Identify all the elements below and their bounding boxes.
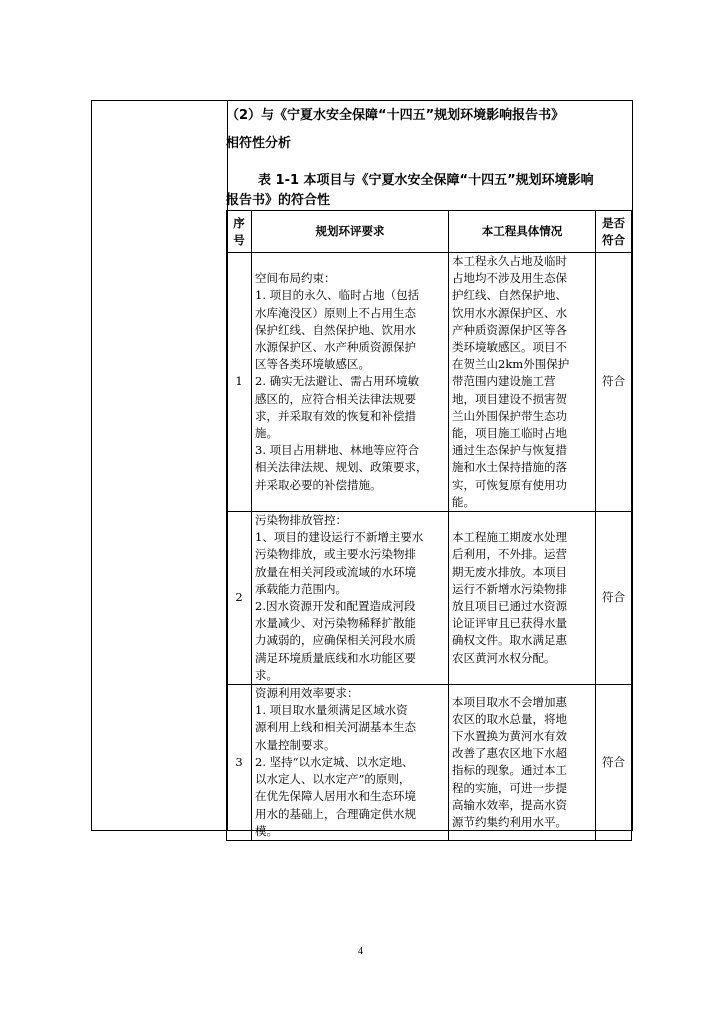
requirement-line: 求。 [255,667,278,682]
requirement-line: 资源利用效率要求： [255,686,359,701]
situation-line: 程的实施，可进一步提 [452,780,567,795]
requirement-line: 放量在相关河段或流域的水环境 [255,564,416,579]
requirement-line: 污染物排放管控： [255,513,347,528]
situation-line: 本项目取水不会增加惠 [452,694,567,709]
situation-line: 运行不新增水污染物排 [452,581,567,596]
header-requirement: 规划环评要求 [252,211,449,253]
header-num-line2: 号 [233,232,245,247]
requirement-line: 水量减少、对污染物稀释扩散能 [255,616,416,631]
requirement-line: 感区的，应符合相关法律法规要 [255,391,416,406]
header-compliance [596,211,632,253]
row-compliance: 符合 [596,253,632,512]
situation-line: 改善了惠农区地下水超 [452,746,567,761]
table-header-row [227,211,632,253]
requirement-line: 施。 [255,426,278,441]
situation-line: 能，项目施工临时占地 [452,426,567,441]
situation-line: 放且项目已通过水资源 [452,599,567,614]
situation-line: 带范围内建设施工营 [452,374,556,389]
row-situation [449,512,596,685]
section-title-line2: 相符性分析 [226,136,292,151]
situation-line: 占地均不涉及用生态保 [452,271,567,286]
requirement-line: 污染物排放，或主要水污染物排 [255,547,416,562]
situation-line: 护红线、自然保护地、 [452,288,567,303]
table-caption-line2: 报告书》的符合性 [226,193,331,208]
requirement-line: 2. 确实无法避让、需占用环境敏 [255,374,420,389]
requirement-line: 水源保护区、水产种质资源保护 [255,340,416,355]
situation-line: 地，项目建设不损害贺 [452,391,567,406]
requirement-line: 1. 项目的永久、临时占地（包括 [255,288,420,303]
situation-line: 产种质资源保护区等各 [452,322,567,337]
requirement-line: 满足环境质量底线和水功能区要 [255,650,416,665]
row-number: 1 [227,253,252,512]
situation-line: 农区的取水总量，将地 [452,711,567,726]
requirement-line: 空间布局约束： [255,271,336,286]
situation-line: 源节约集约利用水平。 [452,815,567,830]
row-requirement [252,685,449,841]
situation-line: 实，可恢复原有使用功 [452,477,567,492]
row-number: 3 [227,685,252,841]
row-compliance: 符合 [596,512,632,685]
row-compliance: 符合 [596,685,632,841]
situation-line: 农区黄河水权分配。 [452,650,556,665]
table-row [227,253,632,512]
requirement-line: 承载能力范围内。 [255,581,347,596]
requirement-line: 以水定人、以水定产”的原则， [255,772,411,787]
situation-line: 指标的现象。通过本工 [452,763,567,778]
header-compliance-line1: 是否 [602,215,625,230]
requirement-line: 1. 项目取水量须满足区域水资 [255,703,408,718]
situation-line: 本工程施工期废水处理 [452,530,567,545]
situation-line: 论证评审且已获得水量 [452,616,567,631]
situation-line: 饮用水水源保护区、水 [452,305,567,320]
requirement-line: 保护红线、自然保护地、饮用水 [255,322,416,337]
situation-line: 确权文件。取水满足惠 [452,633,567,648]
row-situation [449,253,596,512]
requirement-line: 2.因水资源开发和配置造成河段 [255,599,416,614]
situation-line: 后利用，不外排。运营 [452,547,567,562]
requirement-line: 区等各类环境敏感区。 [255,357,370,372]
requirement-line: 2. 坚持“以水定城、以水定地、 [255,754,414,769]
situation-line: 本工程永久占地及临时 [452,254,567,268]
situation-line: 施和水土保持措施的落 [452,460,567,475]
row-number: 2 [227,512,252,685]
requirement-line: 1、项目的建设运行不新增主要水 [255,530,424,545]
requirement-line: 相关法律法规、规划、政策要求， [255,460,428,475]
table-row [227,512,632,685]
requirement-line: 3. 项目占用耕地、林地等应符合 [255,443,420,458]
header-num [227,211,252,253]
requirement-line: 力减弱的，应确保相关河段水质 [255,633,416,648]
table-caption-line1: 表 1-1 本项目与《宁夏水安全保障“十四五”规划环境影响 [258,173,594,188]
row-requirement [252,512,449,685]
header-num-line1: 序 [233,215,245,230]
row-requirement [252,253,449,512]
requirement-line: 在优先保障人居用水和生态环境 [255,789,416,804]
table-row [227,685,632,841]
header-compliance-line2: 符合 [602,232,625,247]
situation-line: 能。 [452,494,475,509]
requirement-line: 求，并采取有效的恢复和补偿措 [255,408,416,423]
section-title-line1: （2）与《宁夏水安全保障“十四五”规划环境影响报告书》 [226,108,565,123]
header-situation: 本工程具体情况 [449,211,596,253]
requirement-line: 水量控制要求。 [255,737,336,752]
situation-line: 兰山外围保护带生态功 [452,408,567,423]
situation-line: 下水置换为黄河水有效 [452,729,567,744]
situation-line: 类环境敏感区。项目不 [452,340,567,355]
situation-line: 高输水效率，提高水资 [452,797,567,812]
compliance-table [226,210,632,841]
requirement-line: 模。 [255,823,278,838]
situation-line: 在贺兰山2km外围保护 [452,357,570,372]
requirement-line: 用水的基础上，合理确定供水规 [255,806,416,821]
situation-line: 期无废水排放。本项目 [452,564,567,579]
row-situation [449,685,596,841]
requirement-line: 源利用上线和相关河湖基本生态 [255,720,416,735]
situation-line: 通过生态保护与恢复措 [452,443,567,458]
requirement-line: 并采取必要的补偿措施。 [255,477,382,492]
page-number: 4 [358,946,363,957]
requirement-line: 水库淹没区）原则上不占用生态 [255,305,416,320]
